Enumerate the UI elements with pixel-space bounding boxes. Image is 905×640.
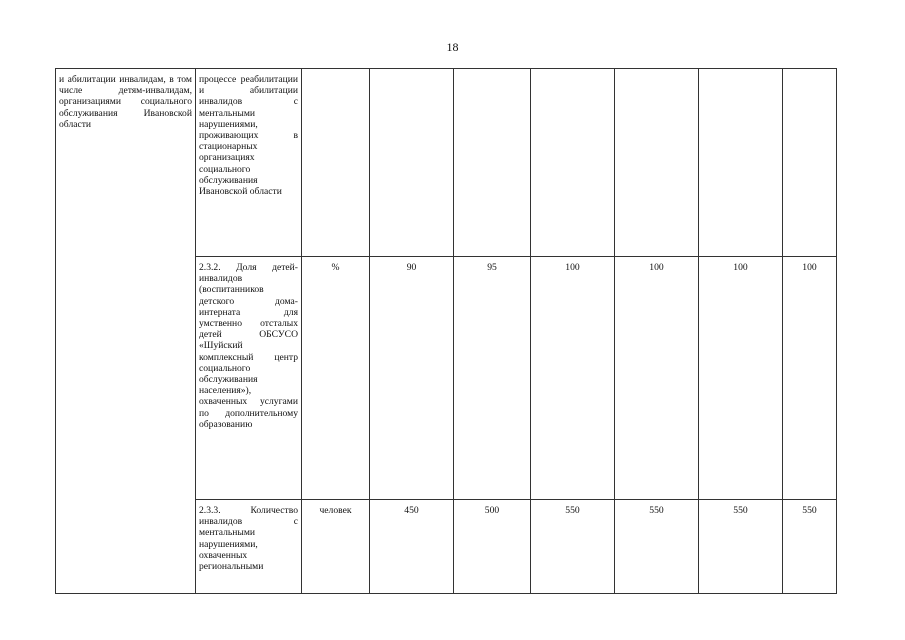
value-cell: 550 [615, 500, 699, 594]
value-cell [699, 69, 783, 257]
page-number: 18 [446, 40, 459, 54]
unit-cell: % [302, 257, 370, 500]
indicators-table [55, 68, 837, 594]
value-cell: 100 [783, 257, 837, 500]
indicator-cell: 2.3.2. Доля детей-инвалидов (воспитанников детского дома-интерната для умственно отсталых детей ОБСУСО «Шуйский комплексный центр социального обслуживания населения»), охваченных услугами по дополнительному образованию [196, 257, 302, 500]
value-cell: 90 [370, 257, 454, 500]
value-cell: 100 [699, 257, 783, 500]
unit-cell: человек [302, 500, 370, 594]
value-cell: 500 [454, 500, 531, 594]
value-cell [370, 69, 454, 257]
value-cell: 100 [615, 257, 699, 500]
value-cell: 550 [783, 500, 837, 594]
value-cell [531, 69, 615, 257]
value-cell [783, 69, 837, 257]
indicator-cell: процессе реабилитации и абилитации инвалидов с ментальными нарушениями, проживающих в стационарных организациях социального обслуживания Ивановской области [196, 69, 302, 257]
value-cell [454, 69, 531, 257]
indicator-cell: 2.3.3. Количество инвалидов с ментальными нарушениями, охваченных региональными [196, 500, 302, 594]
value-cell: 100 [531, 257, 615, 500]
value-cell: 450 [370, 500, 454, 594]
value-cell: 550 [531, 500, 615, 594]
program-description-cell: и абилитации инвалидам, в том числе детям-инвалидам, организациями социального обслуживания Ивановской области [56, 69, 196, 594]
table-row [56, 69, 837, 257]
value-cell [615, 69, 699, 257]
unit-cell [302, 69, 370, 257]
value-cell: 95 [454, 257, 531, 500]
value-cell: 550 [699, 500, 783, 594]
